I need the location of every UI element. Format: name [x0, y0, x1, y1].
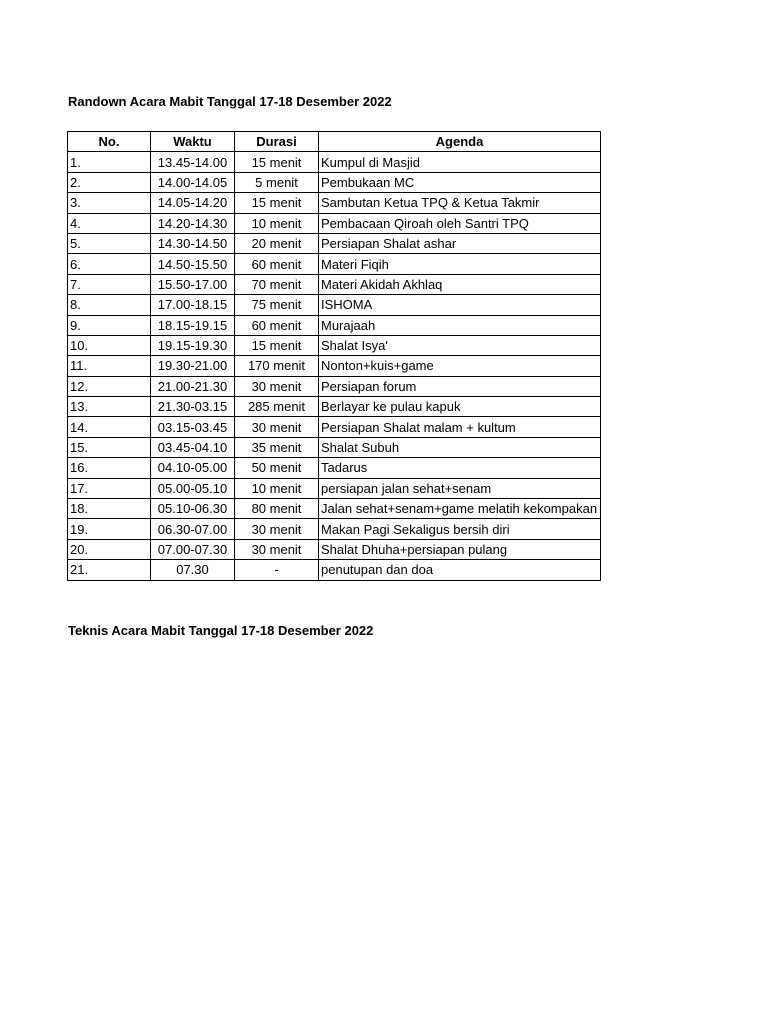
cell-no: 20. [68, 539, 151, 559]
cell-agenda: Persiapan forum [319, 376, 601, 396]
cell-waktu: 19.15-19.30 [151, 335, 235, 355]
table-row [68, 499, 601, 519]
cell-durasi: 10 menit [235, 478, 319, 498]
cell-agenda: ISHOMA [319, 295, 601, 315]
cell-waktu: 03.45-04.10 [151, 437, 235, 457]
teknis-title: Teknis Acara Mabit Tanggal 17-18 Desember 2022 [68, 623, 374, 638]
header-durasi: Durasi [235, 132, 319, 152]
cell-agenda: Murajaah [319, 315, 601, 335]
table-row [68, 254, 601, 274]
cell-waktu: 14.05-14.20 [151, 193, 235, 213]
cell-durasi: 30 menit [235, 539, 319, 559]
cell-no: 19. [68, 519, 151, 539]
cell-agenda: Kumpul di Masjid [319, 152, 601, 172]
cell-agenda: Jalan sehat+senam+game melatih kekompakan [319, 499, 601, 519]
cell-no: 9. [68, 315, 151, 335]
cell-no: 5. [68, 233, 151, 253]
cell-no: 10. [68, 335, 151, 355]
cell-waktu: 14.20-14.30 [151, 213, 235, 233]
table-row [68, 437, 601, 457]
cell-waktu: 03.15-03.45 [151, 417, 235, 437]
table-row [68, 335, 601, 355]
rundown-table [67, 131, 601, 581]
cell-agenda: Makan Pagi Sekaligus bersih diri [319, 519, 601, 539]
cell-agenda: Materi Akidah Akhlaq [319, 274, 601, 294]
cell-waktu: 05.00-05.10 [151, 478, 235, 498]
cell-agenda: persiapan jalan sehat+senam [319, 478, 601, 498]
table-row [68, 560, 601, 580]
table-row [68, 519, 601, 539]
cell-agenda: Materi Fiqih [319, 254, 601, 274]
cell-durasi: 30 menit [235, 519, 319, 539]
cell-durasi: 30 menit [235, 376, 319, 396]
cell-durasi: 10 menit [235, 213, 319, 233]
cell-agenda: Persiapan Shalat malam + kultum [319, 417, 601, 437]
table-header-row [68, 132, 601, 152]
cell-agenda: penutupan dan doa [319, 560, 601, 580]
cell-waktu: 14.50-15.50 [151, 254, 235, 274]
cell-waktu: 06.30-07.00 [151, 519, 235, 539]
cell-no: 11. [68, 356, 151, 376]
table-row [68, 417, 601, 437]
cell-durasi: 5 menit [235, 172, 319, 192]
cell-waktu: 14.30-14.50 [151, 233, 235, 253]
rundown-title: Randown Acara Mabit Tanggal 17-18 Desember 2022 [68, 94, 392, 109]
table-row [68, 458, 601, 478]
header-agenda: Agenda [319, 132, 601, 152]
cell-durasi: 285 menit [235, 397, 319, 417]
table-row [68, 274, 601, 294]
cell-waktu: 04.10-05.00 [151, 458, 235, 478]
cell-durasi: 15 menit [235, 152, 319, 172]
cell-no: 7. [68, 274, 151, 294]
table-row [68, 397, 601, 417]
cell-durasi: 80 menit [235, 499, 319, 519]
cell-waktu: 07.00-07.30 [151, 539, 235, 559]
cell-durasi: 20 menit [235, 233, 319, 253]
cell-durasi: 75 menit [235, 295, 319, 315]
cell-agenda: Pembacaan Qiroah oleh Santri TPQ [319, 213, 601, 233]
table-row [68, 315, 601, 335]
cell-agenda: Tadarus [319, 458, 601, 478]
cell-no: 13. [68, 397, 151, 417]
cell-durasi: 60 menit [235, 315, 319, 335]
cell-waktu: 14.00-14.05 [151, 172, 235, 192]
cell-agenda: Shalat Subuh [319, 437, 601, 457]
cell-agenda: Pembukaan MC [319, 172, 601, 192]
cell-no: 17. [68, 478, 151, 498]
cell-agenda: Nonton+kuis+game [319, 356, 601, 376]
cell-waktu: 19.30-21.00 [151, 356, 235, 376]
table-row [68, 376, 601, 396]
cell-waktu: 21.00-21.30 [151, 376, 235, 396]
cell-waktu: 05.10-06.30 [151, 499, 235, 519]
cell-no: 8. [68, 295, 151, 315]
cell-no: 16. [68, 458, 151, 478]
header-no: No. [68, 132, 151, 152]
table-row [68, 193, 601, 213]
cell-waktu: 15.50-17.00 [151, 274, 235, 294]
table-row [68, 539, 601, 559]
cell-waktu: 17.00-18.15 [151, 295, 235, 315]
cell-durasi: - [235, 560, 319, 580]
cell-no: 15. [68, 437, 151, 457]
cell-waktu: 21.30-03.15 [151, 397, 235, 417]
cell-waktu: 07.30 [151, 560, 235, 580]
cell-durasi: 50 menit [235, 458, 319, 478]
table-row [68, 295, 601, 315]
cell-agenda: Shalat Isya' [319, 335, 601, 355]
cell-durasi: 15 menit [235, 335, 319, 355]
cell-agenda: Shalat Dhuha+persiapan pulang [319, 539, 601, 559]
cell-agenda: Persiapan Shalat ashar [319, 233, 601, 253]
cell-no: 2. [68, 172, 151, 192]
cell-no: 3. [68, 193, 151, 213]
cell-durasi: 15 menit [235, 193, 319, 213]
cell-durasi: 30 menit [235, 417, 319, 437]
cell-durasi: 70 menit [235, 274, 319, 294]
cell-agenda: Sambutan Ketua TPQ & Ketua Takmir [319, 193, 601, 213]
cell-durasi: 35 menit [235, 437, 319, 457]
table-row [68, 233, 601, 253]
table-row [68, 172, 601, 192]
cell-no: 14. [68, 417, 151, 437]
cell-no: 6. [68, 254, 151, 274]
table-row [68, 152, 601, 172]
cell-waktu: 18.15-19.15 [151, 315, 235, 335]
table-row [68, 478, 601, 498]
cell-no: 12. [68, 376, 151, 396]
table-row [68, 356, 601, 376]
cell-durasi: 60 menit [235, 254, 319, 274]
cell-agenda: Berlayar ke pulau kapuk [319, 397, 601, 417]
table-body [68, 152, 601, 580]
cell-no: 18. [68, 499, 151, 519]
cell-waktu: 13.45-14.00 [151, 152, 235, 172]
cell-durasi: 170 menit [235, 356, 319, 376]
cell-no: 21. [68, 560, 151, 580]
cell-no: 1. [68, 152, 151, 172]
table-row [68, 213, 601, 233]
cell-no: 4. [68, 213, 151, 233]
header-waktu: Waktu [151, 132, 235, 152]
